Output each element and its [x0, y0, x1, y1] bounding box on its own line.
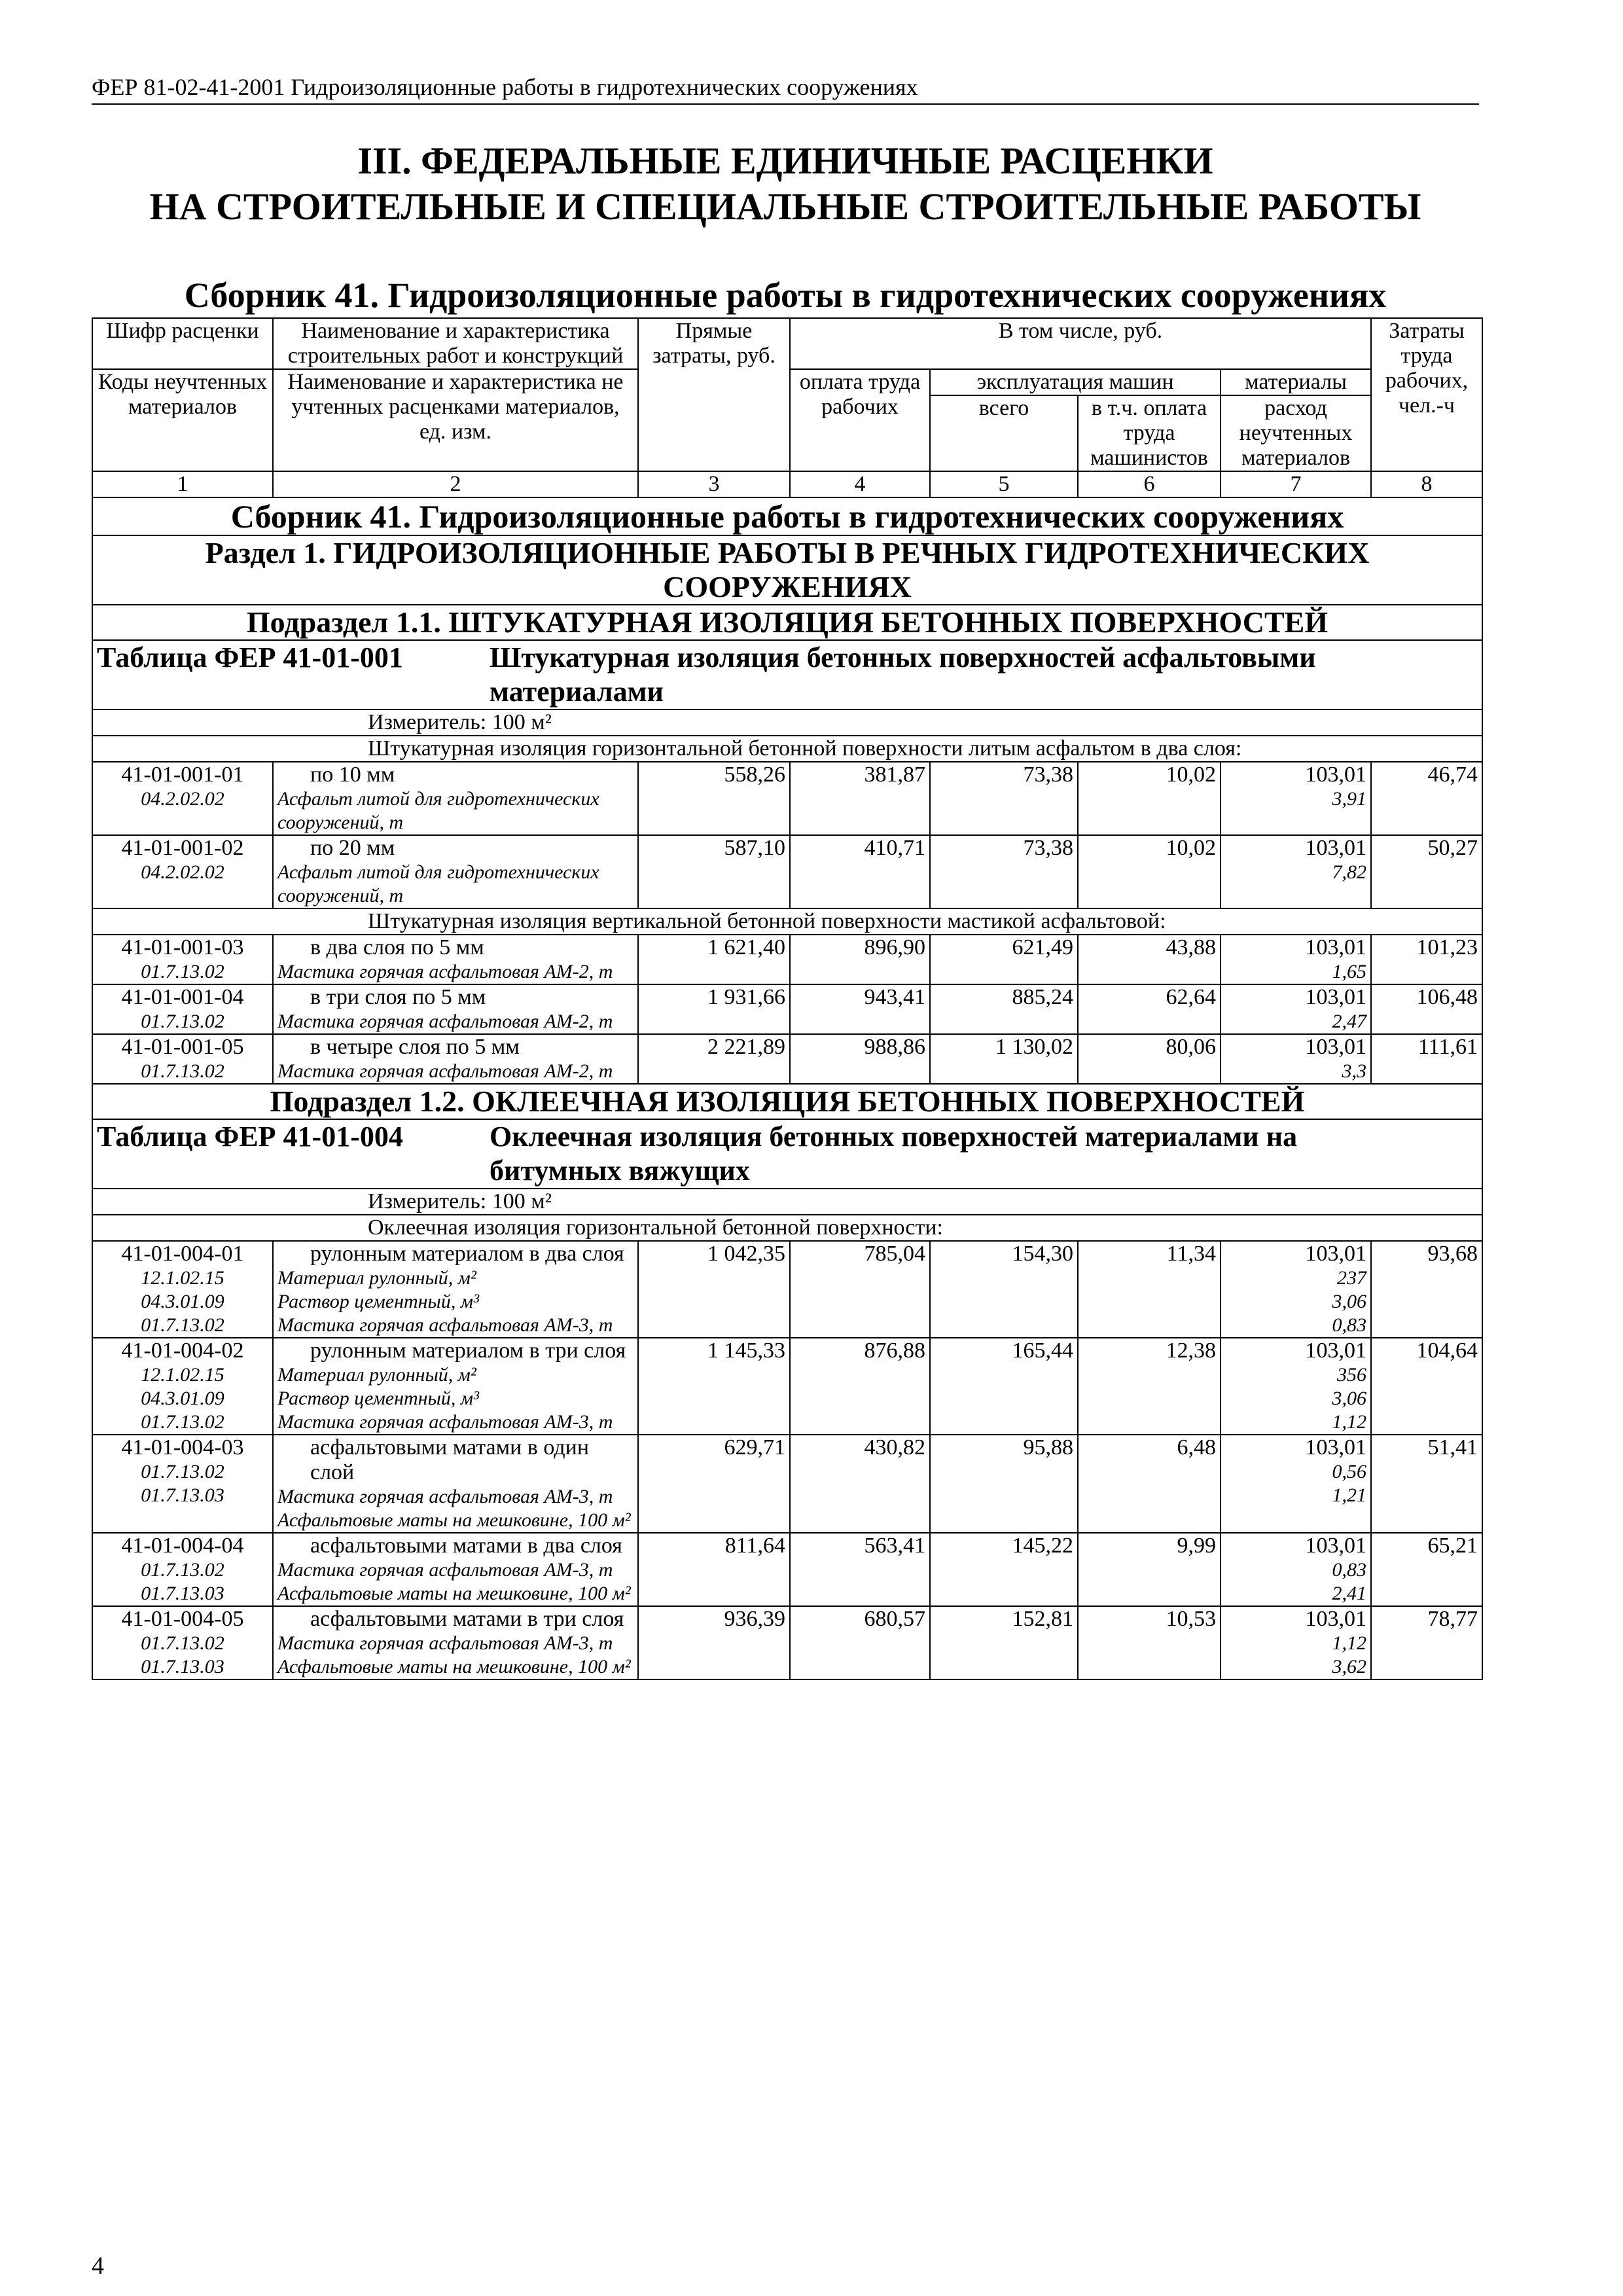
rate-name: в три слоя по 5 мм: [310, 985, 486, 1009]
table-row: [92, 1606, 1482, 1679]
material-code: 04.2.02.02: [141, 861, 224, 883]
rate-cell-materials: [1221, 1606, 1371, 1679]
rate-mach: 152,81: [930, 1606, 1078, 1679]
material-name: Мастика горячая асфальтовая АМ-2, т: [277, 961, 613, 982]
col-number: 4: [790, 471, 930, 497]
material-name: Мастика горячая асфальтовая АМ-2, т: [277, 1011, 613, 1032]
rate-cell-code: [92, 935, 273, 984]
rate-cell-name: [273, 935, 638, 984]
material-code: 01.7.13.02: [141, 1411, 224, 1433]
rate-code: 41-01-004-04: [121, 1534, 244, 1558]
header-mat-names: Наименование и характеристика не учтенных расценками материалов, ед. изм.: [273, 369, 638, 471]
rate-name: по 20 мм: [310, 836, 395, 860]
rate-name: асфальтовыми матами в один слой: [310, 1435, 590, 1484]
material-code: 01.7.13.02: [141, 961, 224, 982]
rate-cell-name: [273, 1435, 638, 1533]
running-header: ФЕР 81-02-41-2001 Гидроизоляционные работы в гидротехнических сооружениях: [92, 73, 1479, 105]
rate-cell-name: [273, 835, 638, 908]
material-qty: 3,62: [1332, 1656, 1366, 1677]
rate-direct: 1 042,35: [638, 1241, 790, 1338]
material-name: Материал рулонный, м²: [277, 1364, 476, 1386]
header-incl: В том числе, руб.: [790, 318, 1371, 369]
rate-mach: 95,88: [930, 1435, 1078, 1533]
material-name: Раствор цементный, м³: [277, 1388, 479, 1409]
table-row: [92, 984, 1482, 1034]
header-materials-unaccounted: расход неучтенных материалов: [1221, 395, 1371, 471]
rate-cell-code: [92, 835, 273, 908]
material-code: 01.7.13.02: [141, 1461, 224, 1482]
rate-labor-cost: 943,41: [790, 984, 930, 1034]
table-row: [92, 835, 1482, 908]
col-number: 3: [638, 471, 790, 497]
rate-labor-cost: 410,71: [790, 835, 930, 908]
material-name: Мастика горячая асфальтовая АМ-2, т: [277, 1060, 613, 1082]
material-qty: 0,56: [1332, 1461, 1366, 1482]
rate-cell-materials: [1221, 835, 1371, 908]
rate-mach: 73,38: [930, 762, 1078, 835]
material-qty: 3,91: [1332, 788, 1366, 810]
rate-mat: 103,01: [1305, 935, 1366, 960]
rate-mach: 154,30: [930, 1241, 1078, 1338]
group-heading: Штукатурная изоляция горизонтальной бетонной поверхности литым асфальтом в два слоя:: [92, 736, 1482, 762]
rate-cell-name: [273, 1241, 638, 1338]
rate-labor: 101,23: [1371, 935, 1482, 984]
material-code: 01.7.13.02: [141, 1060, 224, 1082]
rate-cell-code: [92, 1338, 273, 1435]
rate-labor: 78,77: [1371, 1606, 1482, 1679]
material-code: 04.3.01.09: [141, 1291, 224, 1312]
measure-label: Измеритель:: [368, 1189, 487, 1213]
rate-cell-name: [273, 1034, 638, 1084]
rate-labor-cost: 381,87: [790, 762, 930, 835]
material-code: 01.7.13.02: [141, 1011, 224, 1032]
measure-row: [92, 709, 1482, 736]
rate-cell-materials: [1221, 1533, 1371, 1606]
table-code: Таблица ФЕР 41-01-001: [97, 641, 403, 673]
table-row: [92, 1034, 1482, 1084]
material-name: Асфальтовые маты на мешковине, 100 м²: [277, 1583, 631, 1604]
section-title-line-1: Раздел 1. ГИДРОИЗОЛЯЦИОННЫЕ РАБОТЫ В РЕЧНЫХ ГИДРОТЕХНИЧЕСКИХ: [205, 536, 1370, 569]
rate-code: 41-01-001-03: [121, 935, 244, 960]
rate-code: 41-01-001-01: [121, 762, 244, 787]
table-heading: [92, 1119, 1482, 1189]
material-qty: 1,12: [1332, 1411, 1366, 1433]
rate-mach-labor: 10,53: [1078, 1606, 1221, 1679]
rate-mat: 103,01: [1305, 1607, 1366, 1631]
rate-labor: 65,21: [1371, 1533, 1482, 1606]
rate-mach: 1 130,02: [930, 1034, 1078, 1084]
rate-mach-labor: 6,48: [1078, 1435, 1221, 1533]
rate-direct: 2 221,89: [638, 1034, 790, 1084]
rate-cell-code: [92, 1034, 273, 1084]
rate-mat: 103,01: [1305, 1534, 1366, 1558]
rate-code: 41-01-004-03: [121, 1435, 244, 1460]
rate-cell-code: [92, 762, 273, 835]
header-name: Наименование и характеристика строительных работ и конструкций: [273, 318, 638, 369]
measure-label: Измеритель:: [368, 710, 487, 734]
material-name: Раствор цементный, м³: [277, 1291, 479, 1312]
rate-mat: 103,01: [1305, 985, 1366, 1009]
header-mat-codes: Коды неучтенных материалов: [92, 369, 273, 471]
table-heading: [92, 640, 1482, 709]
rate-name: рулонным материалом в два слоя: [310, 1242, 624, 1266]
rate-mach: 165,44: [930, 1338, 1078, 1435]
material-name: Мастика горячая асфальтовая АМ-3, т: [277, 1559, 613, 1581]
material-name: Асфальт литой для гидротехнических сооружений, т: [277, 861, 599, 906]
part-title-line-1: III. ФЕДЕРАЛЬНЫЕ ЕДИНИЧНЫЕ РАСЦЕНКИ: [357, 139, 1213, 182]
material-code: 01.7.13.03: [141, 1656, 224, 1677]
rate-cell-materials: [1221, 1241, 1371, 1338]
collection-heading: Сборник 41. Гидроизоляционные работы в гидротехнических сооружениях: [92, 497, 1482, 535]
material-name: Мастика горячая асфальтовая АМ-3, т: [277, 1411, 613, 1433]
section-title-line-2: СООРУЖЕНИЯХ: [663, 570, 912, 603]
measure-row: [92, 1189, 1482, 1215]
measure-value: 100 м²: [491, 710, 552, 734]
rate-cell-materials: [1221, 984, 1371, 1034]
rate-code: 41-01-001-04: [121, 985, 244, 1009]
material-code: 01.7.13.03: [141, 1484, 224, 1506]
table-row: [92, 1241, 1482, 1338]
material-name: Материал рулонный, м²: [277, 1267, 476, 1289]
material-name: Асфальт литой для гидротехнических сооружений, т: [277, 788, 599, 833]
rate-labor-cost: 680,57: [790, 1606, 930, 1679]
material-code: 01.7.13.02: [141, 1314, 224, 1336]
rate-cell-name: [273, 1533, 638, 1606]
material-qty: 3,06: [1332, 1388, 1366, 1409]
rate-labor-cost: 988,86: [790, 1034, 930, 1084]
subsection-heading: Подраздел 1.2. ОКЛЕЕЧНАЯ ИЗОЛЯЦИЯ БЕТОННЫХ ПОВЕРХНОСТЕЙ: [92, 1084, 1482, 1119]
header-direct: Прямые затраты, руб.: [638, 318, 790, 471]
material-name: Мастика горячая асфальтовая АМ-3, т: [277, 1632, 613, 1654]
rate-code: 41-01-004-05: [121, 1607, 244, 1631]
part-title-line-2: НА СТРОИТЕЛЬНЫЕ И СПЕЦИАЛЬНЫЕ СТРОИТЕЛЬНЫЕ РАБОТЫ: [149, 185, 1421, 228]
material-code: 01.7.13.03: [141, 1583, 224, 1604]
rate-cell-name: [273, 762, 638, 835]
table-row: [92, 762, 1482, 835]
col-number: 8: [1371, 471, 1482, 497]
rate-mach-labor: 43,88: [1078, 935, 1221, 984]
rate-mat: 103,01: [1305, 1338, 1366, 1363]
rate-name: рулонным материалом в три слоя: [310, 1338, 626, 1363]
rate-mach: 621,49: [930, 935, 1078, 984]
rate-mach-labor: 80,06: [1078, 1034, 1221, 1084]
rate-cell-materials: [1221, 762, 1371, 835]
rate-name: по 10 мм: [310, 762, 395, 787]
rate-mach-labor: 12,38: [1078, 1338, 1221, 1435]
rate-direct: 587,10: [638, 835, 790, 908]
header-materials: материалы: [1221, 369, 1371, 395]
rate-mach: 885,24: [930, 984, 1078, 1034]
rate-direct: 1 621,40: [638, 935, 790, 984]
group-heading: Штукатурная изоляция вертикальной бетонной поверхности мастикой асфальтовой:: [92, 908, 1482, 935]
measure-value: 100 м²: [491, 1189, 552, 1213]
rate-mat: 103,01: [1305, 762, 1366, 787]
material-qty: 237: [1337, 1267, 1366, 1289]
material-code: 04.2.02.02: [141, 788, 224, 810]
rate-cell-name: [273, 1338, 638, 1435]
rate-direct: 1 145,33: [638, 1338, 790, 1435]
rate-cell-materials: [1221, 1338, 1371, 1435]
group-heading: Оклеечная изоляция горизонтальной бетонной поверхности:: [92, 1215, 1482, 1241]
material-code: 12.1.02.15: [141, 1267, 224, 1289]
table-row: [92, 1338, 1482, 1435]
col-number: 7: [1221, 471, 1371, 497]
rate-mat: 103,01: [1305, 1242, 1366, 1266]
rate-code: 41-01-004-01: [121, 1242, 244, 1266]
rate-labor: 106,48: [1371, 984, 1482, 1034]
rate-labor: 46,74: [1371, 762, 1482, 835]
header-labor-cost: оплата труда рабочих: [790, 369, 930, 471]
header-labor: Затраты труда рабочих, чел.-ч: [1371, 318, 1482, 471]
rate-name: в четыре слоя по 5 мм: [310, 1035, 520, 1059]
page-number: 4: [92, 2252, 104, 2280]
material-code: 04.3.01.09: [141, 1388, 224, 1409]
section-heading: [92, 535, 1482, 605]
material-qty: 1,21: [1332, 1484, 1366, 1506]
rate-mach-labor: 9,99: [1078, 1533, 1221, 1606]
table-name: Оклеечная изоляция бетонных поверхностей материалами на битумных вяжущих: [490, 1121, 1298, 1187]
material-name: Асфальтовые маты на мешковине, 100 м²: [277, 1509, 631, 1531]
material-name: Мастика горячая асфальтовая АМ-3, т: [277, 1486, 613, 1507]
col-number: 1: [92, 471, 273, 497]
rate-mat: 103,01: [1305, 836, 1366, 860]
rate-code: 41-01-004-02: [121, 1338, 244, 1363]
rate-name: асфальтовыми матами в три слоя: [310, 1607, 624, 1631]
material-qty: 1,65: [1332, 961, 1366, 982]
material-qty: 2,47: [1332, 1011, 1366, 1032]
rate-labor: 104,64: [1371, 1338, 1482, 1435]
material-qty: 2,41: [1332, 1583, 1366, 1604]
rate-mach: 145,22: [930, 1533, 1078, 1606]
table-row: [92, 1435, 1482, 1533]
rate-cell-name: [273, 1606, 638, 1679]
rate-name: асфальтовыми матами в два слоя: [310, 1534, 622, 1558]
rate-labor: 111,61: [1371, 1034, 1482, 1084]
header-machines-labor: в т.ч. оплата труда машинистов: [1078, 395, 1221, 471]
rate-mach: 73,38: [930, 835, 1078, 908]
material-qty: 3,06: [1332, 1291, 1366, 1312]
rate-cell-code: [92, 1606, 273, 1679]
subsection-heading: Подраздел 1.1. ШТУКАТУРНАЯ ИЗОЛЯЦИЯ БЕТОННЫХ ПОВЕРХНОСТЕЙ: [92, 605, 1482, 640]
rate-labor-cost: 876,88: [790, 1338, 930, 1435]
rate-mach-labor: 10,02: [1078, 762, 1221, 835]
collection-title: Сборник 41. Гидроизоляционные работы в гидротехнических сооружениях: [184, 276, 1387, 315]
rates-table: [92, 317, 1483, 1680]
rate-cell-code: [92, 1435, 273, 1533]
rate-cell-materials: [1221, 1435, 1371, 1533]
material-qty: 0,83: [1332, 1314, 1366, 1336]
rate-cell-code: [92, 1533, 273, 1606]
table-row: [92, 935, 1482, 984]
table-code: Таблица ФЕР 41-01-004: [97, 1121, 403, 1153]
rate-direct: 811,64: [638, 1533, 790, 1606]
material-name: Асфальтовые маты на мешковине, 100 м²: [277, 1656, 631, 1677]
rate-mat: 103,01: [1305, 1035, 1366, 1059]
rate-mach-labor: 11,34: [1078, 1241, 1221, 1338]
rate-direct: 1 931,66: [638, 984, 790, 1034]
rate-labor: 50,27: [1371, 835, 1482, 908]
header-machines: эксплуатация машин: [930, 369, 1221, 395]
rate-labor-cost: 563,41: [790, 1533, 930, 1606]
header-code: Шифр расценки: [92, 318, 273, 369]
rate-mach-labor: 62,64: [1078, 984, 1221, 1034]
material-code: 01.7.13.02: [141, 1559, 224, 1581]
rate-labor: 93,68: [1371, 1241, 1482, 1338]
rate-cell-materials: [1221, 935, 1371, 984]
material-qty: 7,82: [1332, 861, 1366, 883]
rate-labor-cost: 430,82: [790, 1435, 930, 1533]
table-header: [92, 318, 1482, 497]
rate-direct: 558,26: [638, 762, 790, 835]
col-number: 5: [930, 471, 1078, 497]
table-row: [92, 1533, 1482, 1606]
rate-labor-cost: 785,04: [790, 1241, 930, 1338]
rate-code: 41-01-001-05: [121, 1035, 244, 1059]
rate-cell-code: [92, 1241, 273, 1338]
header-machines-total: всего: [930, 395, 1078, 471]
rate-labor-cost: 896,90: [790, 935, 930, 984]
rate-direct: 629,71: [638, 1435, 790, 1533]
rate-mat: 103,01: [1305, 1435, 1366, 1460]
col-number: 6: [1078, 471, 1221, 497]
col-number: 2: [273, 471, 638, 497]
rate-cell-materials: [1221, 1034, 1371, 1084]
rate-code: 41-01-001-02: [121, 836, 244, 860]
material-qty: 0,83: [1332, 1559, 1366, 1581]
rate-cell-code: [92, 984, 273, 1034]
material-qty: 1,12: [1332, 1632, 1366, 1654]
rate-cell-name: [273, 984, 638, 1034]
material-qty: 3,3: [1342, 1060, 1366, 1082]
material-qty: 356: [1337, 1364, 1366, 1386]
rate-labor: 51,41: [1371, 1435, 1482, 1533]
rate-direct: 936,39: [638, 1606, 790, 1679]
rate-name: в два слоя по 5 мм: [310, 935, 484, 960]
table-name: Штукатурная изоляция бетонных поверхностей асфальтовыми материалами: [490, 641, 1316, 708]
material-name: Мастика горячая асфальтовая АМ-3, т: [277, 1314, 613, 1336]
rate-mach-labor: 10,02: [1078, 835, 1221, 908]
table-body: [92, 497, 1482, 1679]
material-code: 01.7.13.02: [141, 1632, 224, 1654]
material-code: 12.1.02.15: [141, 1364, 224, 1386]
